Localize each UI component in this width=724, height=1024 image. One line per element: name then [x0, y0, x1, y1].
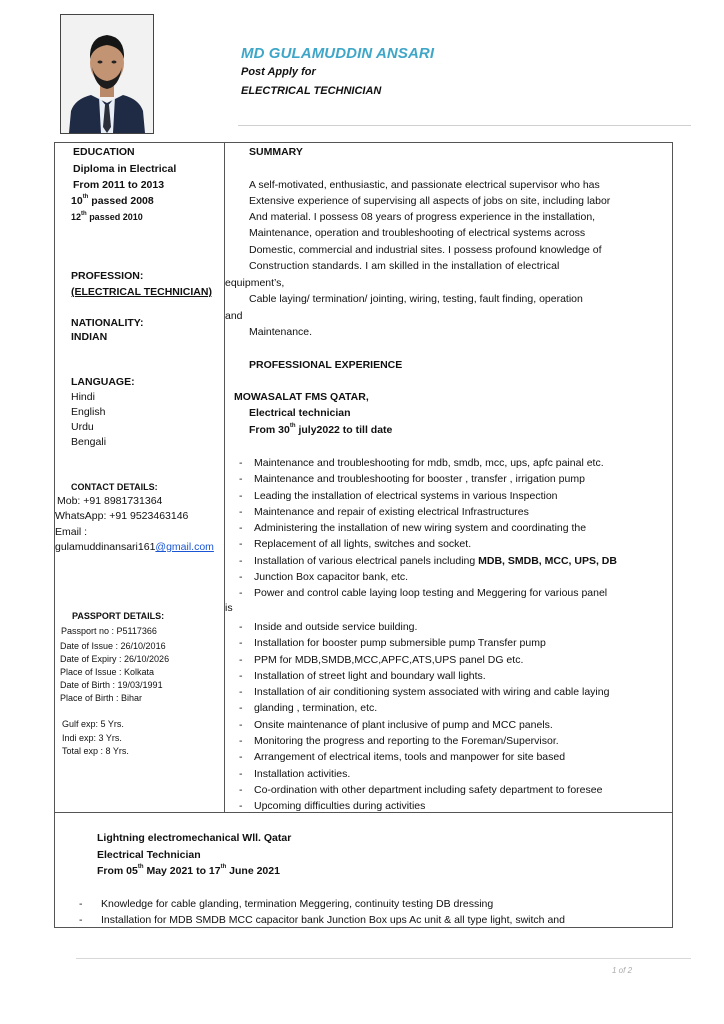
list-item: - Junction Box capacitor bank, etc.	[239, 569, 617, 585]
language-heading: LANGUAGE:	[71, 376, 135, 388]
list-item: - Installation of various electrical panels including MDB, SMDB, MCC, UPS, DB	[239, 553, 617, 569]
contact-heading: CONTACT DETAILS:	[71, 482, 158, 492]
list-item: - Maintenance and troubleshooting for booster , transfer , irrigation pump	[239, 471, 617, 487]
job-period: From 30th july2022 to till date	[249, 423, 393, 436]
experience-heading: PROFESSIONAL EXPERIENCE	[249, 359, 403, 371]
education-years: From 2011 to 2013	[73, 179, 165, 191]
total-experience: Total exp : 8 Yrs.	[62, 746, 129, 756]
passport-number: Passport no : P5117366	[61, 626, 157, 636]
nationality-heading: NATIONALITY:	[71, 317, 144, 329]
profession-value: (ELECTRICAL TECHNICIAN)	[71, 286, 212, 298]
post-apply-label: Post Apply for	[241, 66, 316, 78]
mobile-number: Mob: +91 8981731364	[57, 495, 163, 507]
summary-heading: SUMMARY	[249, 146, 303, 158]
list-item: - Installation of air conditioning system associated with wiring and cable laying	[239, 684, 609, 700]
list-item: - Co-ordination with other department including safety department to foresee	[239, 782, 609, 798]
list-item: - Arrangement of electrical items, tools and manpower for site based	[239, 749, 609, 765]
whatsapp-number: WhatsApp: +91 9523463146	[55, 510, 189, 522]
list-item: - Knowledge for cable glanding, termination Meggering, continuity testing DB dressing	[79, 896, 565, 912]
list-item: - glanding , termination, etc.	[239, 700, 609, 716]
duties-list	[239, 455, 617, 602]
list-item: - Upcoming difficulties during activities	[239, 798, 609, 814]
list-item: - Installation for MDB SMDB MCC capacitor bank Junction Box ups Ac unit & all type light, switch and	[79, 912, 565, 928]
list-item: - Administering the installation of new wiring system and coordinating the	[239, 520, 617, 536]
company-name-2: Lightning electromechanical Wll. Qatar	[97, 832, 292, 844]
summary-line: Construction standards. I am skilled in the installation of electrical	[249, 260, 560, 272]
column-divider	[224, 142, 225, 813]
language-item: Urdu	[71, 421, 94, 433]
summary-line: And material. I possess 08 years of progress experience in the installation,	[249, 211, 596, 223]
nationality-value: INDIAN	[71, 331, 108, 343]
email-address[interactable]: gulamuddinansari161@gmail.com	[55, 541, 214, 553]
passport-issue-date: Date of Issue : 26/10/2016	[60, 641, 166, 651]
summary-line: Maintenance, operation and troubleshooting of electrical systems across	[249, 227, 586, 239]
candidate-name: MD GULAMUDDIN ANSARI	[241, 45, 435, 62]
passport-heading: PASSPORT DETAILS:	[72, 611, 165, 621]
list-item: - PPM for MDB,SMDB,MCC,APFC,ATS,UPS panel DG etc.	[239, 652, 609, 668]
list-item: - Power and control cable laying loop testing and Meggering for various panel	[239, 585, 617, 601]
list-item: - Leading the installation of electrical systems in various Inspection	[239, 488, 617, 504]
passport-issue-place: Place of Issue : Kolkata	[60, 667, 155, 677]
profession-heading: PROFESSION:	[71, 270, 144, 282]
job-period-2: From 05th May 2021 to 17th June 2021	[97, 864, 280, 877]
footer-rule	[76, 958, 691, 959]
summary-line: Domestic, commercial and industrial sites. I possess profound knowledge of	[249, 244, 602, 256]
date-of-birth: Date of Birth : 19/03/1991	[60, 680, 163, 690]
summary-line: and	[225, 310, 243, 322]
gulf-experience: Gulf exp: 5 Yrs.	[62, 719, 124, 729]
header-rule	[238, 125, 691, 126]
language-item: Hindi	[71, 391, 95, 403]
twelfth-passed: 12th passed 2010	[71, 211, 143, 222]
summary-line: Extensive experience of supervising all aspects of jobs on site, including labor	[249, 195, 611, 207]
summary-line: equipment’s,	[225, 277, 285, 289]
bullet-wrap-text: is	[225, 602, 233, 614]
profile-photo	[60, 14, 154, 134]
duties-list-continued	[239, 619, 609, 815]
education-degree: Diploma in Electrical	[73, 163, 177, 175]
list-item: - Onsite maintenance of plant inclusive of pump and MCC panels.	[239, 717, 609, 733]
person-photo-icon	[61, 15, 153, 133]
list-item: - Installation for booster pump submersible pump Transfer pump	[239, 635, 609, 651]
india-experience: Indi exp: 3 Yrs.	[62, 733, 122, 743]
passport-expiry-date: Date of Expiry : 26/10/2026	[60, 654, 170, 664]
job-role-2: Electrical Technician	[97, 849, 201, 861]
list-item: - Installation activities.	[239, 766, 609, 782]
job-role: Electrical technician	[249, 407, 351, 419]
list-item: - Monitoring the progress and reporting to the Foreman/Supervisor.	[239, 733, 609, 749]
summary-line: A self-motivated, enthusiastic, and passionate electrical supervisor who has	[249, 179, 600, 191]
post-apply-value: ELECTRICAL TECHNICIAN	[241, 85, 382, 97]
language-item: English	[71, 406, 106, 418]
email-label: Email :	[55, 526, 88, 538]
summary-line: Maintenance.	[249, 326, 313, 338]
list-item: - Maintenance and troubleshooting for mdb, smdb, mcc, ups, apfc painal etc.	[239, 455, 617, 471]
summary-line: Cable laying/ termination/ jointing, wiring, testing, fault finding, operation	[249, 293, 583, 305]
list-item: - Replacement of all lights, switches and socket.	[239, 536, 617, 552]
tenth-passed: 10th passed 2008	[71, 194, 154, 207]
language-item: Bengali	[71, 436, 107, 448]
education-heading: EDUCATION	[73, 146, 135, 158]
company-name: MOWASALAT FMS QATAR,	[234, 391, 369, 403]
place-of-birth: Place of Birth : Bihar	[60, 693, 143, 703]
list-item: - Installation of street light and boundary wall lights.	[239, 668, 609, 684]
list-item: - Maintenance and repair of existing electrical Infrastructures	[239, 504, 617, 520]
list-item: - Inside and outside service building.	[239, 619, 609, 635]
duties-list-2	[79, 896, 565, 929]
page-number: 1 of 2	[612, 966, 633, 975]
